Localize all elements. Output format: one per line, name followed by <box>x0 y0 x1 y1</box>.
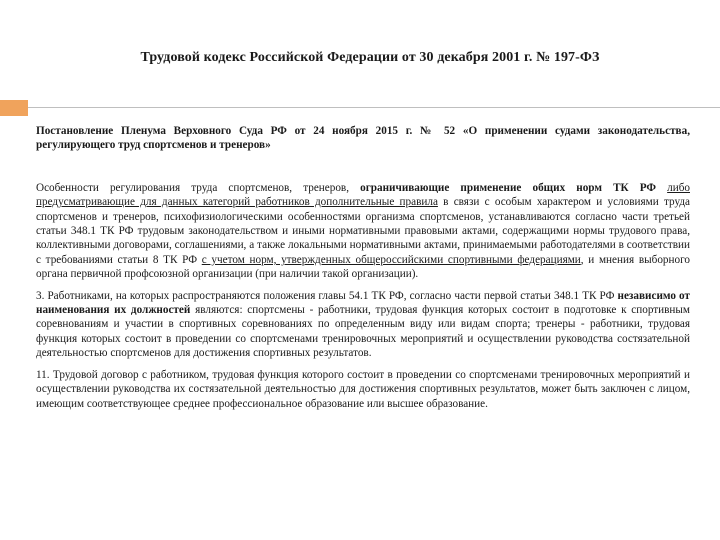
para2-text-1: 3. Работниками, на которых распространяются положения главы 54.1 ТК РФ, согласно части первой статьи 348.1 ТК РФ <box>36 289 618 302</box>
paragraph-labor-contract: 11. Трудовой договор с работником, трудовая функция которого состоит в проведении со спортсменами тренировочных мероприятий и осуществлении руководства их состязательной деятельностью для достижения спортивных результатов, может быть заключен с лицом, имеющим соответствующее среднее профессиональное образование или высшее образование. <box>36 368 690 410</box>
para1-text-3: в связи с особым характером и условиями труда спортсменов и тренеров, психофизиологическими особенностями организма спортсменов, устанавливаются согласно части третьей статьи 348.1 ТК РФ трудовым законодательством и иными нормативными правовыми актами, содержащими нормы трудового права, коллективными договорами, соглашениями, а также локальными нормативными актами, принимаемыми работодателями в соответствии с требованиями статьи 8 ТК РФ <box>36 196 690 266</box>
divider-accent-block <box>0 100 28 116</box>
decree-heading: Постановление Пленума Верховного Суда РФ от 24 ноября 2015 г. № 52 «О применении судами законодательства, регулирующего труд спортсменов и тренеров» <box>36 125 690 152</box>
para1-underline-2: с учетом норм, утвержденных общероссийскими спортивными федерациями <box>201 253 581 266</box>
para2-bold-1: независимо от наименования их должностей <box>36 289 690 317</box>
para1-text-4: , и мнения выборного органа первичной профсоюзной организации (при наличии такой организации). <box>36 253 690 281</box>
title-divider <box>0 100 720 116</box>
paragraph-special-regulation <box>36 181 690 282</box>
para1-bold-1: ограничивающие применение общих норм ТК РФ <box>360 181 657 194</box>
para1-text-1: Особенности регулирования труда спортсменов, тренеров, <box>36 181 361 194</box>
para1-text-2 <box>656 182 667 194</box>
para2-text-2: являются: спортсмены - работники, трудовая функция которых состоит в подготовке к спортивным соревнованиям и участии в спортивных соревнованиях по определенным виду или видам спорта; тренеры - работники, трудовая функция которых состоит в проведении со спортсменами тренировочных мероприятий и осуществлении руководства состязательной деятельностью спортсменов для достижения спортивных результатов. <box>36 304 691 360</box>
para1-underline-1: либо предусматривающие для данных категорий работников дополнительные правила <box>36 181 690 209</box>
paragraph-workers-scope <box>36 289 690 361</box>
divider-line <box>28 107 720 108</box>
slide-title: Трудовой кодекс Российской Федерации от 30 декабря 2001 г. № 197-ФЗ <box>140 50 600 65</box>
content-body <box>36 124 690 411</box>
